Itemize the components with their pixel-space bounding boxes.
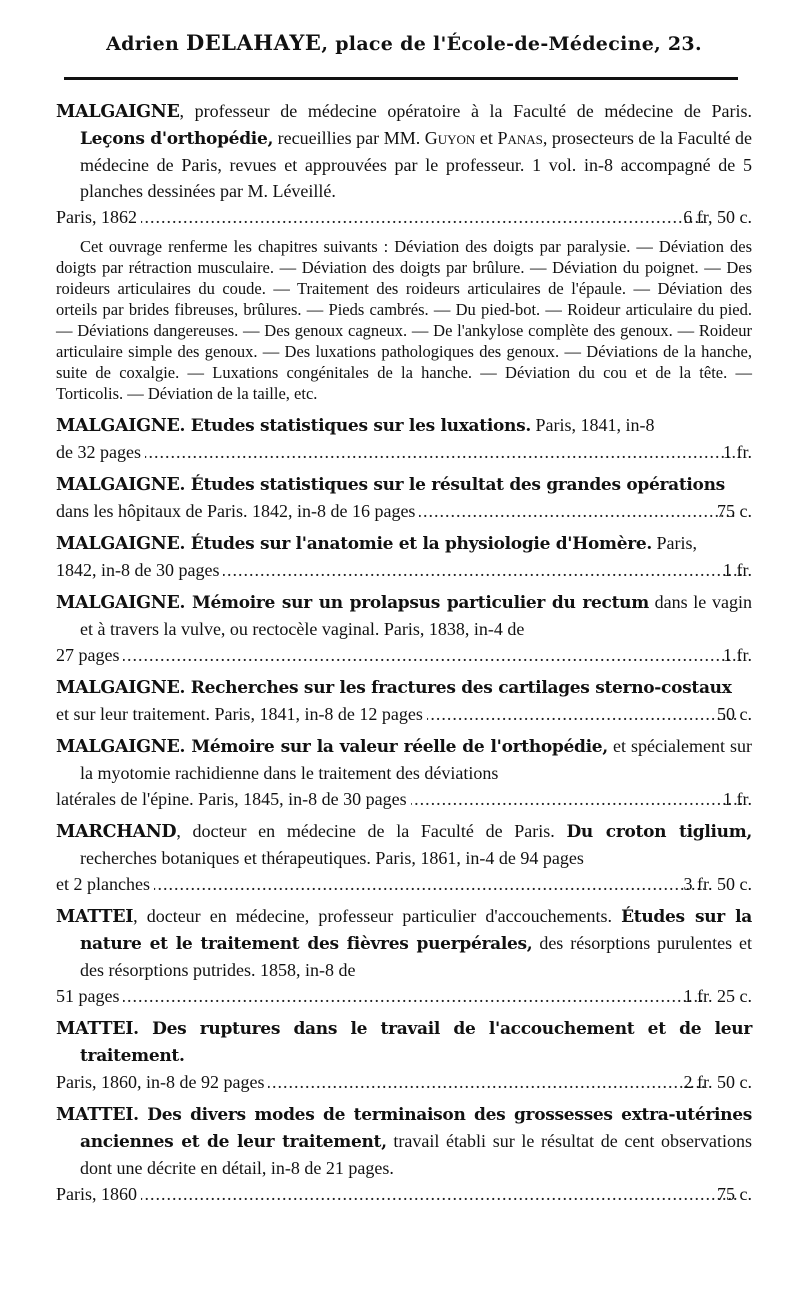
entry-description: , prosecteurs de la Faculté de médecine de Paris, revues et approuvées par le professeur. 1 vol. in-8 accompagné de 5 planches dessinées par M. Léveillé.	[80, 128, 753, 201]
entry-title: Études sur la nature et le traitement des fièvres puerpérales,	[80, 907, 752, 954]
entry-title: . Mémoire sur la valeur réelle de l'orthopédie,	[179, 737, 608, 757]
entry-imprint	[56, 786, 752, 812]
entry-price: 3 fr. 50 c.	[683, 874, 752, 894]
dot-leader	[411, 786, 743, 812]
entry-imprint	[56, 439, 752, 465]
entry-imprint-text: 27 pages	[56, 645, 120, 665]
entry-title: . Études statistiques sur le résultat des grandes opérations	[179, 475, 725, 495]
entry-imprint	[56, 557, 752, 583]
entry-description: et spécialement sur la myotomie rachidienne dans le traitement des déviations	[80, 736, 752, 783]
entry-imprint-text: 1842, in-8 de 30 pages	[56, 560, 220, 580]
entry-price: 6 fr, 50 c.	[683, 207, 752, 227]
entry-imprint	[56, 498, 752, 524]
entry-price: 75 c.	[717, 501, 752, 521]
dot-leader	[123, 642, 743, 668]
entry-title: . Mémoire sur un prolapsus particulier du rectum	[179, 593, 649, 613]
entry-price: 75 c.	[717, 1184, 752, 1204]
entry-title: . Des divers modes de terminaison des grossesses extra-utérines anciennes et de leur traitement,	[80, 1105, 752, 1152]
entry-imprint-text: et sur leur traitement. Paris, 1841, in-8 de 12 pages	[56, 704, 423, 724]
dot-leader	[154, 871, 704, 897]
entry-description: , docteur en médecine, professeur particulier d'accouchements.	[133, 906, 622, 926]
entry-imprint	[56, 701, 752, 727]
entry-author: MALGAIGNE	[56, 593, 180, 613]
entry-description: dans le vagin et à travers la vulve, ou rectocèle vaginal. Paris, 1838, in-4 de	[80, 592, 752, 639]
entry-editor-name: Panas	[497, 128, 543, 148]
dot-leader	[145, 439, 743, 465]
entry-author: MARCHAND	[56, 822, 177, 842]
entry-author: MATTEI	[56, 907, 134, 927]
dot-leader	[141, 1181, 737, 1207]
entry-author: MALGAIGNE	[56, 416, 180, 436]
entry-imprint-text: de 32 pages	[56, 442, 141, 462]
dot-leader	[223, 557, 743, 583]
entry-price: 1 fr.	[723, 560, 752, 580]
entry-imprint-text: Paris, 1860, in-8 de 92 pages	[56, 1072, 265, 1092]
entry-price: 2 fr. 50 c.	[683, 1072, 752, 1092]
entry-description: travail établi sur le résultat de cent observations dont une décrite en détail, in-8 de 21 pages.	[80, 1131, 752, 1178]
entry-title: Leçons d'orthopédie,	[80, 129, 274, 149]
entry-author: MALGAIGNE	[56, 534, 180, 554]
entry-author: MATTEI	[56, 1105, 134, 1125]
entry-author: MALGAIGNE	[56, 102, 180, 122]
dot-leader	[268, 1069, 703, 1095]
entry-imprint	[56, 983, 752, 1009]
entry-imprint-text: Paris, 1860	[56, 1184, 137, 1204]
entry-description: recherches botaniques et thérapeutiques. Paris, 1861, in-4 de 94 pages	[80, 848, 584, 868]
entry-title: . Études sur l'anatomie et la physiologie d'Homère.	[179, 534, 653, 554]
dot-leader	[419, 498, 737, 524]
entry-imprint	[56, 642, 752, 668]
dot-leader	[141, 204, 703, 230]
entry-author: MALGAIGNE	[56, 475, 180, 495]
entry-price: 1 fr.	[723, 789, 752, 809]
entry-imprint-text: et 2 planches	[56, 874, 150, 894]
catalog-entry	[56, 1101, 752, 1207]
entry-description: , docteur en médecine de la Faculté de Paris.	[176, 821, 567, 841]
dot-leader	[123, 983, 703, 1009]
catalog-entry	[56, 98, 752, 230]
catalog-entry	[56, 412, 752, 465]
entry-price: 50 c.	[717, 704, 752, 724]
entry-price: 1 fr.	[723, 442, 752, 462]
entry-imprint	[56, 871, 752, 897]
entry-imprint-text: latérales de l'épine. Paris, 1845, in-8 de 30 pages	[56, 789, 407, 809]
entry-imprint-text: Paris, 1862	[56, 207, 137, 227]
entry-description: Paris,	[652, 533, 698, 553]
entry-imprint-text: dans les hôpitaux de Paris. 1842, in-8 de 16 pages	[56, 501, 416, 521]
page-header	[56, 30, 752, 55]
entry-price: 1 fr. 25 c.	[683, 986, 752, 1006]
entry-title: . Des ruptures dans le travail de l'accouchement et de leur traitement.	[80, 1019, 752, 1066]
entry-description: et	[475, 128, 498, 148]
catalog-entry	[56, 471, 752, 524]
entry-description: recueillies par MM.	[273, 128, 425, 148]
header-rule	[64, 77, 738, 80]
entry-contents-note: Cet ouvrage renferme les chapitres suivants : Déviation des doigts par paralysie. — Déviation des doigts par rétraction musculaire. — Déviation des doigts par brûlure. — Déviation du poignet. — Des roideurs articulaires du coude. — Traitement des roideurs articulaires de l'épaule. — Déviation des orteils par brides fibreuses, brûlures. — Pieds cambrés. — Du pied-bot. — Roideur articulaire du pied. — Déviations dangereuses. — Des genoux cagneux. — De l'ankylose complète des genoux. — Roideur articulaire simple des genoux. — Des luxations pathologiques des genoux. — Déviations de la hanche, suite de coxalgie. — Luxations congénitales de la hanche. — Déviation du cou et de la tête. — Torticolis. — Déviation de la taille, etc.	[56, 237, 752, 403]
catalog-entry	[56, 674, 752, 727]
entry-imprint	[56, 1181, 752, 1207]
entry-description: , professeur de médecine opératoire à la Faculté de médecine de Paris.	[179, 101, 752, 121]
entry-imprint	[56, 204, 752, 230]
entry-author: MALGAIGNE	[56, 737, 180, 757]
entry-editor-name: Guyon	[424, 128, 476, 148]
entry-description: Paris, 1841, in-8	[530, 415, 655, 435]
catalog-entry	[56, 733, 752, 812]
entry-author: MALGAIGNE	[56, 678, 180, 698]
entry-title: . Etudes statistiques sur les luxations.	[179, 416, 531, 436]
catalog-entry	[56, 589, 752, 668]
entry-title: Du croton tiglium,	[566, 822, 752, 842]
dot-leader	[427, 701, 737, 727]
entry-description: des résorptions purulentes et des résorptions putrides. 1858, in-8 de	[80, 933, 753, 980]
entry-imprint-text: 51 pages	[56, 986, 120, 1006]
catalog-entry	[56, 530, 752, 583]
publisher-address: , place de l'École-de-Médecine, 23.	[321, 33, 702, 55]
catalog-entry	[56, 903, 752, 1009]
catalog-entry	[56, 818, 752, 897]
publisher-first-name: Adrien	[106, 33, 180, 55]
entry-imprint	[56, 1069, 752, 1095]
entry-author: MATTEI	[56, 1019, 134, 1039]
publisher-surname: DELAHAYE	[186, 30, 322, 55]
catalog-entry	[56, 1015, 752, 1095]
entry-price: 1 fr.	[723, 645, 752, 665]
entry-title: . Recherches sur les fractures des cartilages sterno-costaux	[179, 678, 732, 698]
